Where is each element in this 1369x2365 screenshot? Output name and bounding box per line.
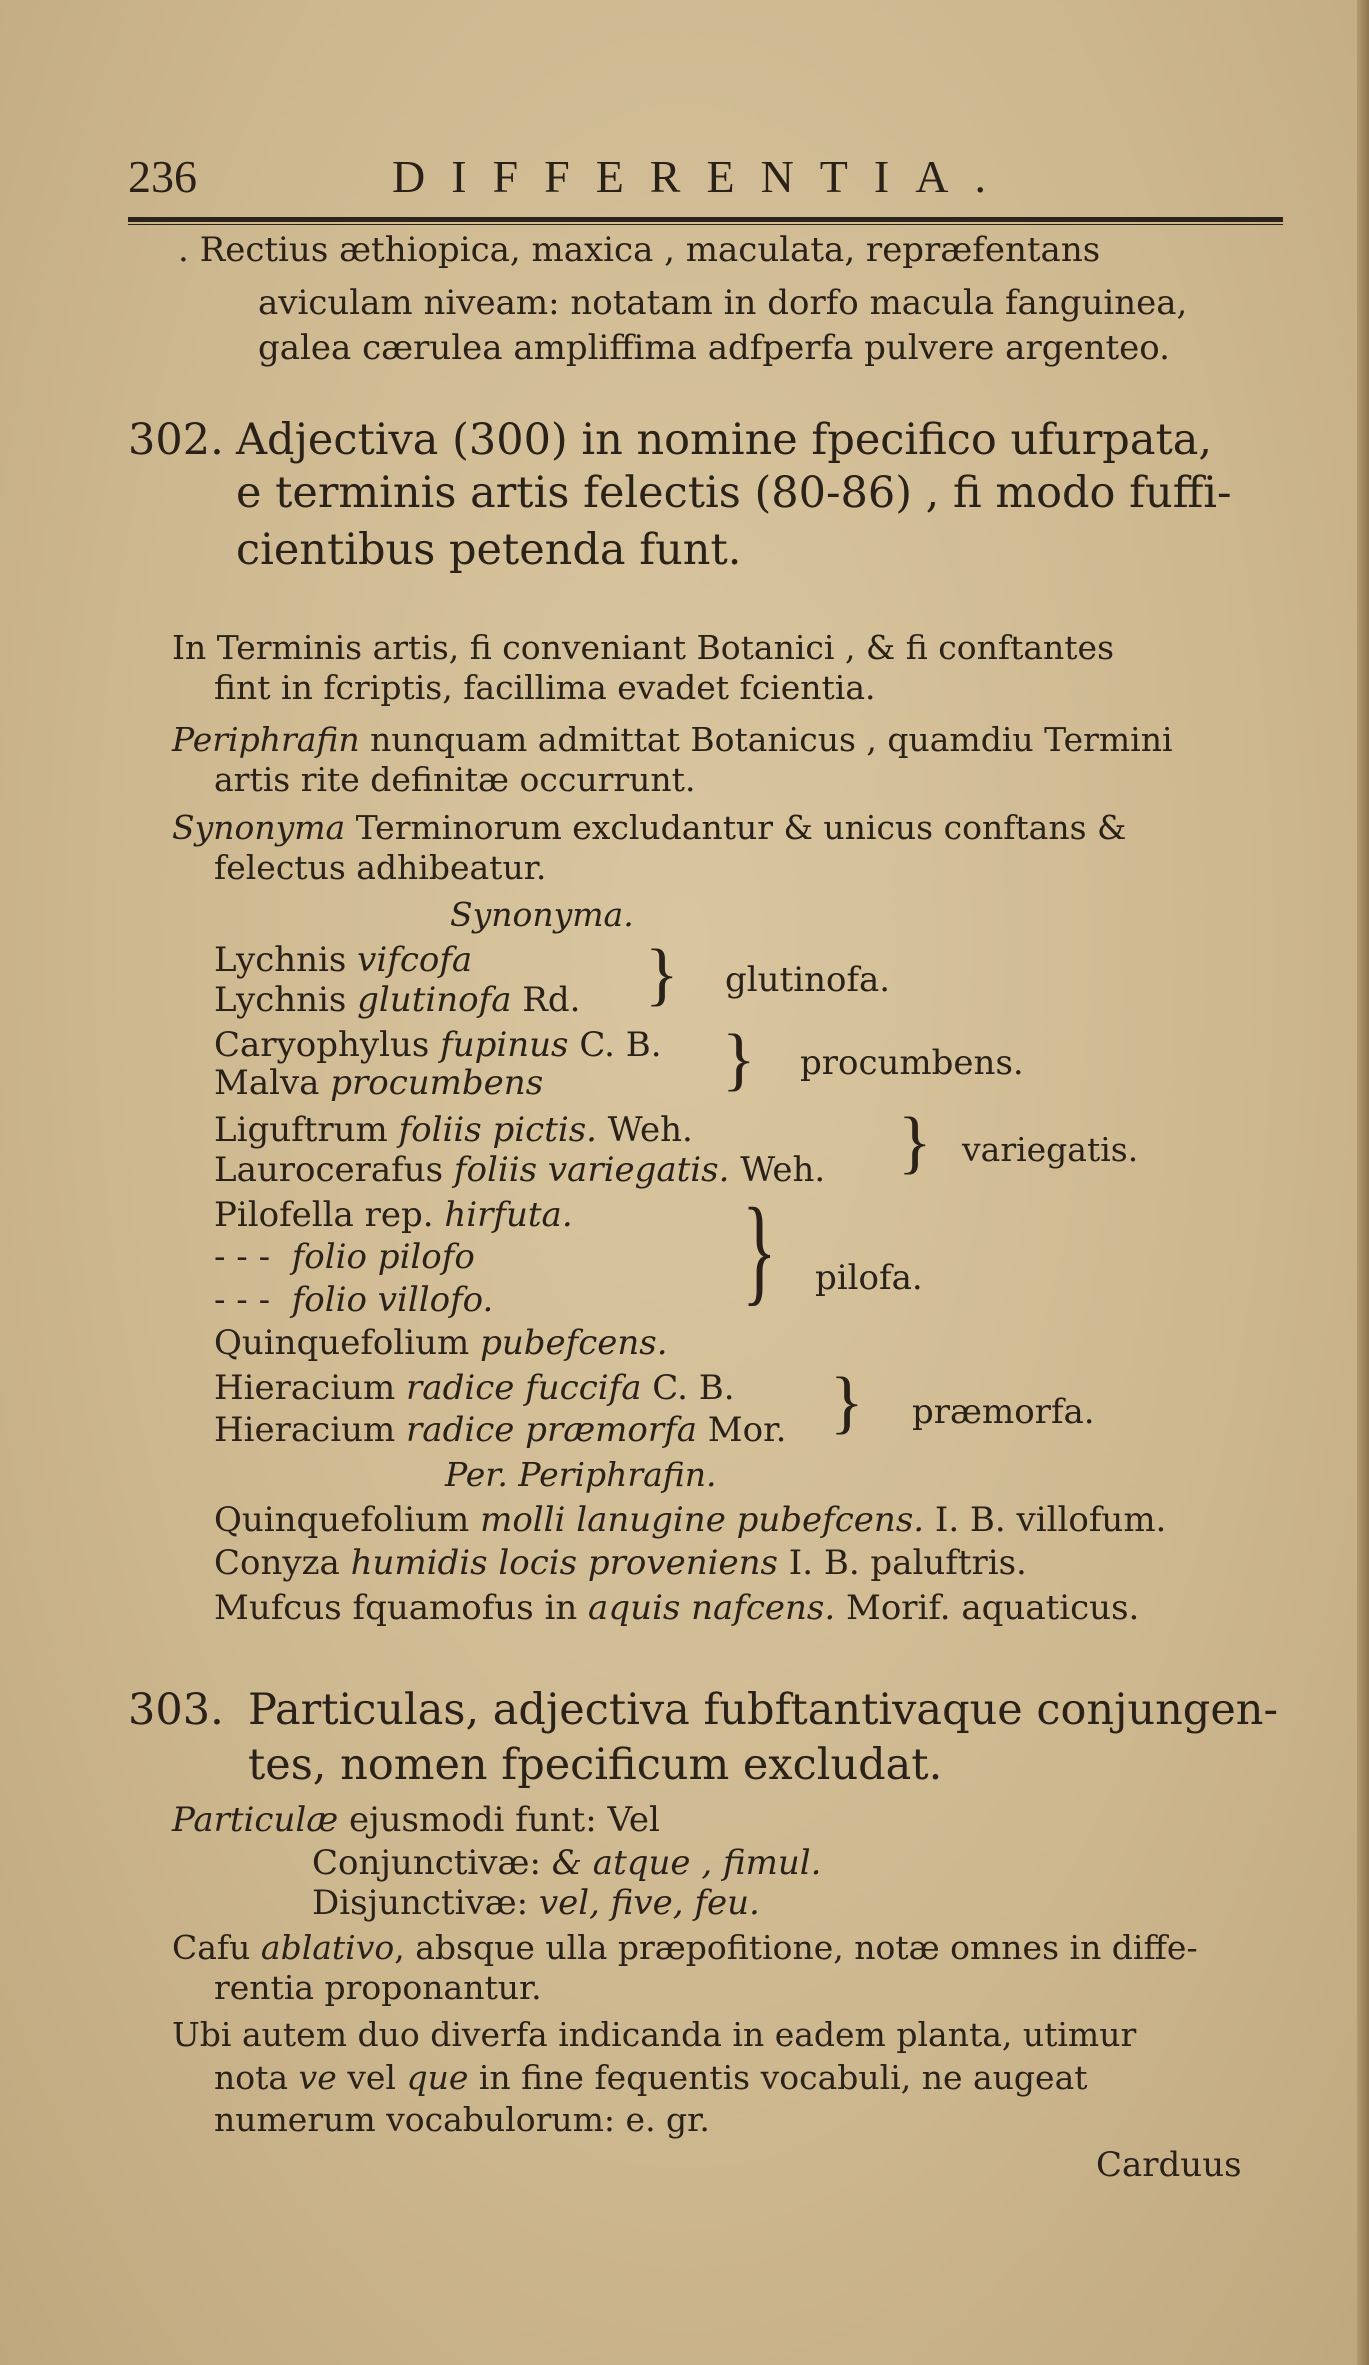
syn-g5-b: Hieracium radice præmorfa Mor. (214, 1410, 787, 1450)
syn-g4-b: - - - folio pilofo (214, 1237, 475, 1277)
rule-302-p2-line-1: Periphrafin nunquam admittat Botanicus , quamdiu Termini (172, 720, 1173, 759)
section-302-line-1: Adjectiva (300) in nomine fpecifico ufurpata, (236, 415, 1213, 465)
rectius-line-3: galea cærulea ampliffima adfperfa pulvere argenteo. (258, 328, 1170, 368)
syn-g1-b: Lychnis glutinofa Rd. (214, 980, 581, 1020)
periphrasin-row-3: Mufcus fquamofus in aquis nafcens. Morif. aquaticus. (214, 1588, 1140, 1628)
syn-g3-brace: } (898, 1104, 932, 1181)
periphrasin-heading: Per. Periphrafin. (445, 1455, 717, 1494)
section-302-number: 302. (128, 415, 224, 465)
syn-g3-a: Liguftrum foliis pictis. Weh. (214, 1110, 693, 1150)
synonyma-heading: Synonyma. (450, 895, 634, 934)
syn-g4-brace: } (742, 1183, 777, 1316)
section-303-number: 303. (128, 1685, 224, 1735)
running-title: DIFFERENTIA. (392, 151, 1012, 202)
rule-303-conjunctivae: Conjunctivæ: & atque , fimul. (312, 1843, 822, 1883)
syn-g5-result: præmorfa. (912, 1392, 1095, 1432)
rule-303-p3-line-3: numerum vocabulorum: e. gr. (214, 2100, 710, 2139)
section-303-line-2: tes, nomen fpecificum excludat. (248, 1740, 943, 1790)
rule-303-disjunctivae: Disjunctivæ: vel, five, feu. (312, 1883, 760, 1923)
section-303-line-1: Particulas, adjectiva fubftantivaque conjungen- (248, 1685, 1278, 1735)
section-302-line-2: e terminis artis felectis (80-86) , fi modo fuffi- (236, 468, 1232, 518)
rule-303-p2-line-1: Cafu ablativo, absque ulla præpofitione, notæ omnes in diffe- (172, 1928, 1198, 1967)
periphrasin-row-1: Quinquefolium molli lanugine pubefcens. I. B. villofum. (214, 1500, 1167, 1540)
header-rule-thin (128, 224, 1283, 225)
page-number: 236 (128, 151, 197, 202)
syn-g1-result: glutinofa. (725, 960, 891, 1000)
rule-302-p3-line-1: Synonyma Terminorum excludantur & unicus conftans & (172, 808, 1127, 847)
rule-302-p1-line-1: In Terminis artis, fi conveniant Botanici , & fi conftantes (172, 628, 1115, 667)
rule-303-p3-line-1: Ubi autem duo diverfa indicanda in eadem planta, utimur (172, 2015, 1137, 2054)
syn-g2-brace: } (722, 1021, 756, 1098)
syn-g4-result: pilofa. (815, 1258, 923, 1298)
syn-g2-b: Malva procumbens (214, 1063, 544, 1103)
rule-303-p1: Particulæ ejusmodi funt: Vel (172, 1800, 660, 1840)
rule-302-p3-line-2: felectus adhibeatur. (214, 848, 547, 887)
syn-g5-a: Hieracium radice fuccifa C. B. (214, 1368, 735, 1408)
syn-g2-a: Caryophylus fupinus C. B. (214, 1025, 662, 1065)
section-302-line-3: cientibus petenda funt. (236, 525, 742, 575)
syn-g1-brace: } (645, 936, 679, 1013)
header-rule (128, 217, 1283, 222)
syn-g4-d: Quinquefolium pubefcens. (214, 1323, 668, 1363)
catchword: Carduus (1096, 2145, 1242, 2185)
syn-g3-result: variegatis. (962, 1130, 1139, 1169)
syn-g4-c: - - - folio villofo. (214, 1280, 494, 1320)
syn-g2-result: procumbens. (800, 1043, 1024, 1083)
rule-302-p2-line-2: artis rite definitæ occurrunt. (214, 760, 696, 799)
rule-303-p3-line-2: nota ve vel que in fine fequentis vocabuli, ne augeat (214, 2058, 1088, 2097)
rule-303-p2-line-2: rentia proponantur. (214, 1968, 542, 2007)
syn-g4-a: Pilofella rep. hirfuta. (214, 1195, 573, 1235)
rectius-line-2: aviculam niveam: notatam in dorfo macula fanguinea, (258, 283, 1188, 323)
page-edge (1357, 0, 1369, 2365)
syn-g3-b: Laurocerafus foliis variegatis. Weh. (214, 1150, 826, 1190)
syn-g1-a: Lychnis vifcofa (214, 940, 473, 980)
syn-g5-brace: } (830, 1364, 864, 1441)
periphrasin-row-2: Conyza humidis locis proveniens I. B. paluftris. (214, 1543, 1027, 1583)
rectius-line-1: . Rectius æthiopica, maxica , maculata, repræfentans (178, 230, 1101, 270)
rule-302-p1-line-2: fint in fcriptis, facillima evadet fcientia. (214, 668, 876, 707)
